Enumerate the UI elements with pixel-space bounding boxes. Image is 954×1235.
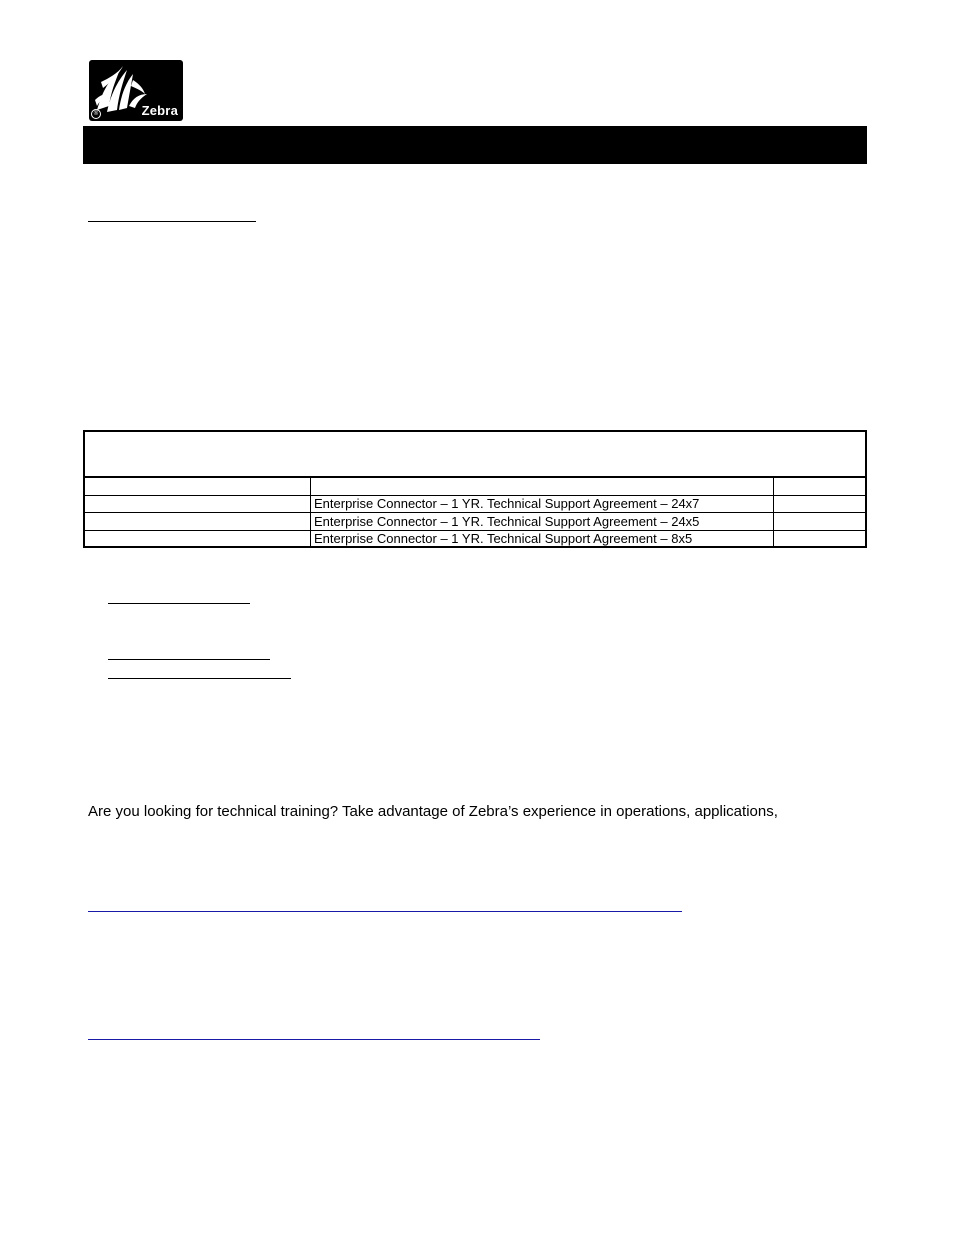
logo-wordmark: Zebra: [141, 103, 178, 118]
subheading-underline: [108, 659, 270, 660]
table-cell-part-number: [85, 530, 311, 547]
table-cell-price: [774, 478, 865, 495]
table-row: [85, 478, 865, 496]
table-cell-description: Enterprise Connector – 1 YR. Technical Support Agreement – 24x7: [311, 495, 774, 512]
support-agreement-table: [83, 430, 867, 548]
training-link-underline[interactable]: [88, 911, 682, 912]
table-cell-description: [311, 478, 774, 495]
subheading-underline: [108, 678, 291, 679]
table-header: [85, 432, 865, 478]
registered-mark: ®: [91, 109, 101, 119]
table-cell-description: Enterprise Connector – 1 YR. Technical Support Agreement – 24x5: [311, 513, 774, 530]
table-cell-part-number: [85, 495, 311, 512]
training-paragraph: Are you looking for technical training? Take advantage of Zebra’s experience in operations, applications,: [88, 803, 778, 820]
table-cell-price: [774, 495, 865, 512]
table-cell-description: Enterprise Connector – 1 YR. Technical Support Agreement – 8x5: [311, 530, 774, 547]
table-row: [85, 495, 865, 513]
table-cell-price: [774, 530, 865, 547]
contact-link-underline[interactable]: [88, 1039, 540, 1040]
zebra-logo: [89, 60, 183, 121]
table-row: [85, 530, 865, 547]
table-cell-price: [774, 513, 865, 530]
section-title-bar: [83, 126, 867, 164]
subheading-underline: [108, 603, 250, 604]
heading-underline: [88, 221, 256, 222]
table-cell-part-number: [85, 478, 311, 495]
table-cell-part-number: [85, 513, 311, 530]
table-row: [85, 513, 865, 531]
